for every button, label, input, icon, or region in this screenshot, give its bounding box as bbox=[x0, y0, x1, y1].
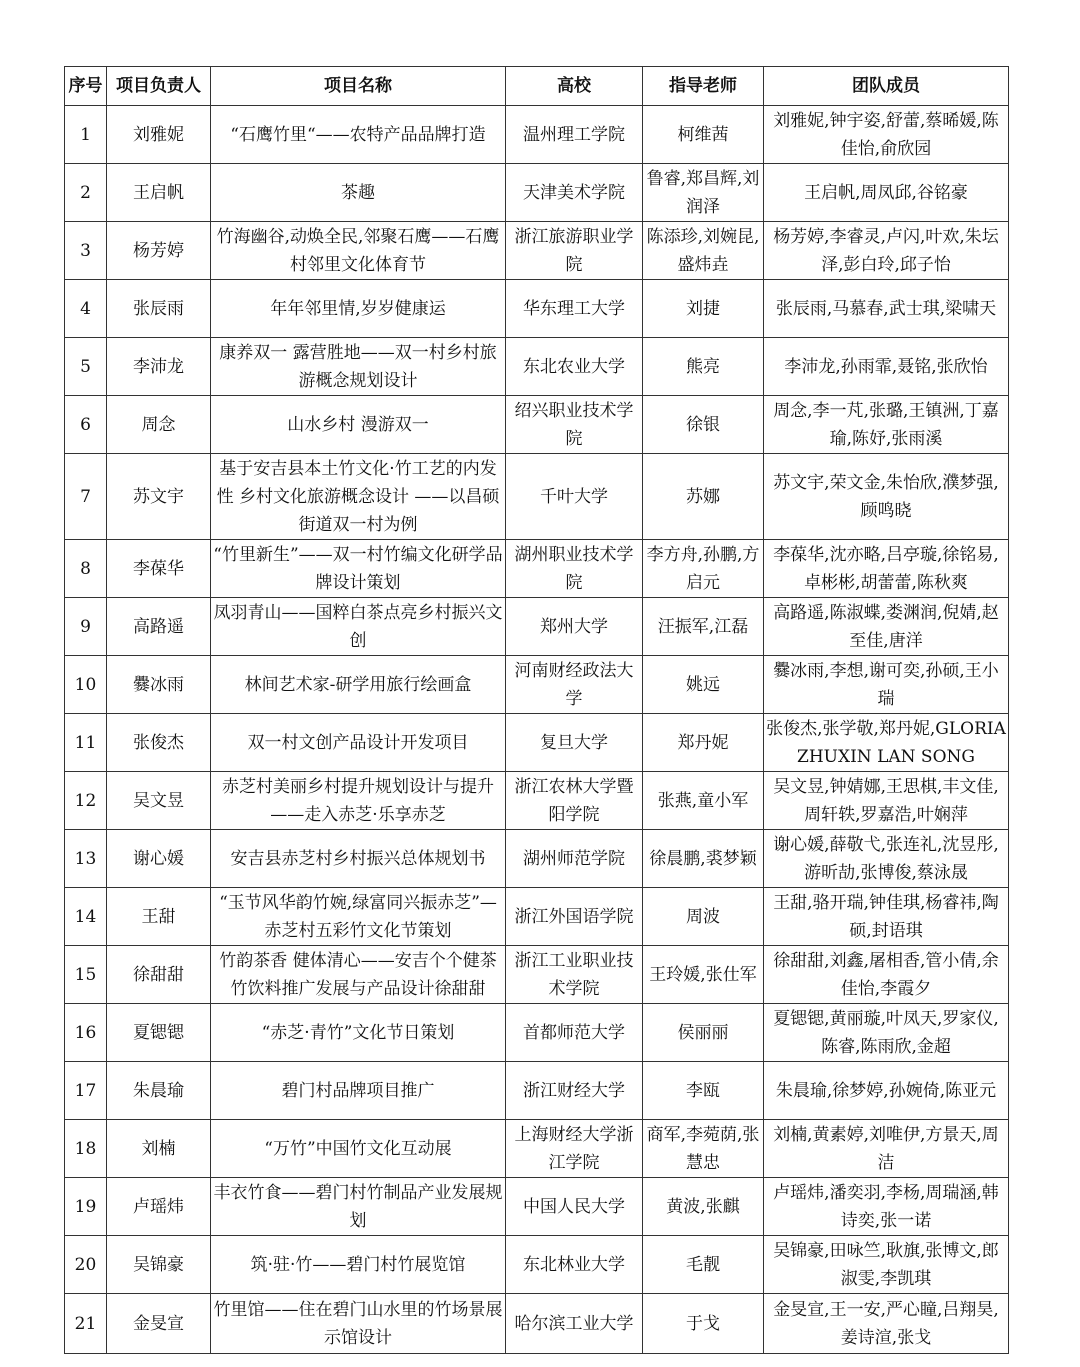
cell-members: 王启帆,周凤邱,谷铭豪 bbox=[764, 164, 1009, 222]
cell-no: 14 bbox=[65, 888, 107, 946]
cell-no: 16 bbox=[65, 1004, 107, 1062]
cell-no: 2 bbox=[65, 164, 107, 222]
cell-leader: 李葆华 bbox=[107, 540, 211, 598]
cell-advisor: 柯维茜 bbox=[643, 106, 764, 164]
cell-members: 苏文宇,荣文金,朱怡欣,濮梦强,顾鸣晓 bbox=[764, 454, 1009, 540]
header-project: 项目名称 bbox=[211, 67, 506, 106]
table-row bbox=[65, 946, 1009, 1004]
cell-project: 竹海幽谷,动焕全民,邻聚石鹰——石鹰村邻里文化体育节 bbox=[211, 222, 506, 280]
cell-no: 13 bbox=[65, 830, 107, 888]
cell-leader: 李沛龙 bbox=[107, 338, 211, 396]
table-row bbox=[65, 164, 1009, 222]
cell-no: 8 bbox=[65, 540, 107, 598]
cell-advisor: 张燕,童小军 bbox=[643, 772, 764, 830]
table-row bbox=[65, 598, 1009, 656]
cell-advisor: 徐晨鹏,裘梦颖 bbox=[643, 830, 764, 888]
cell-leader: 张俊杰 bbox=[107, 714, 211, 772]
cell-members: 金旻宣,王一安,严心瞳,吕翔昊,姜诗渲,张戈 bbox=[764, 1294, 1009, 1354]
cell-school: 中国人民大学 bbox=[506, 1178, 643, 1236]
cell-leader: 周念 bbox=[107, 396, 211, 454]
table-row bbox=[65, 106, 1009, 164]
cell-school: 湖州师范学院 bbox=[506, 830, 643, 888]
table-row bbox=[65, 1062, 1009, 1120]
table-row bbox=[65, 714, 1009, 772]
cell-members: 吴锦豪,田咏竺,耿旗,张博文,郎淑雯,李凯琪 bbox=[764, 1236, 1009, 1294]
cell-leader: 高路遥 bbox=[107, 598, 211, 656]
cell-project: 赤芝村美丽乡村提升规划设计与提升——走入赤芝·乐享赤芝 bbox=[211, 772, 506, 830]
cell-school: 绍兴职业技术学院 bbox=[506, 396, 643, 454]
cell-members: 高路遥,陈淑蝶,娄渊润,倪婧,赵至佳,唐洋 bbox=[764, 598, 1009, 656]
table-row bbox=[65, 1120, 1009, 1178]
cell-leader: 王启帆 bbox=[107, 164, 211, 222]
table-row bbox=[65, 830, 1009, 888]
cell-school: 千叶大学 bbox=[506, 454, 643, 540]
cell-no: 7 bbox=[65, 454, 107, 540]
table-row bbox=[65, 656, 1009, 714]
cell-advisor: 苏娜 bbox=[643, 454, 764, 540]
cell-advisor: 徐银 bbox=[643, 396, 764, 454]
cell-members: 卢瑶炜,潘奕羽,李杨,周瑞涵,韩诗奕,张一诺 bbox=[764, 1178, 1009, 1236]
cell-no: 20 bbox=[65, 1236, 107, 1294]
cell-no: 12 bbox=[65, 772, 107, 830]
cell-leader: 刘楠 bbox=[107, 1120, 211, 1178]
cell-leader: 张辰雨 bbox=[107, 280, 211, 338]
cell-leader: 苏文宇 bbox=[107, 454, 211, 540]
cell-advisor: 汪振军,江磊 bbox=[643, 598, 764, 656]
cell-project: “石鹰竹里“——农特产品品牌打造 bbox=[211, 106, 506, 164]
cell-advisor: 毛靓 bbox=[643, 1236, 764, 1294]
cell-advisor: 熊亮 bbox=[643, 338, 764, 396]
cell-leader: 王甜 bbox=[107, 888, 211, 946]
cell-members: 吴文昱,钟婧娜,王思棋,丰文佳,周轩轶,罗嘉浩,叶娴萍 bbox=[764, 772, 1009, 830]
cell-advisor: 侯丽丽 bbox=[643, 1004, 764, 1062]
cell-school: 天津美术学院 bbox=[506, 164, 643, 222]
cell-no: 19 bbox=[65, 1178, 107, 1236]
cell-members: 朱晨瑜,徐梦婷,孙婉倚,陈亚元 bbox=[764, 1062, 1009, 1120]
cell-leader: 吴文昱 bbox=[107, 772, 211, 830]
cell-school: 浙江外国语学院 bbox=[506, 888, 643, 946]
cell-school: 东北林业大学 bbox=[506, 1236, 643, 1294]
table-row bbox=[65, 222, 1009, 280]
table-row bbox=[65, 338, 1009, 396]
header-advisor: 指导老师 bbox=[643, 67, 764, 106]
cell-leader: 谢心媛 bbox=[107, 830, 211, 888]
cell-project: 丰衣竹食——碧门村竹制品产业发展规划 bbox=[211, 1178, 506, 1236]
cell-no: 17 bbox=[65, 1062, 107, 1120]
cell-project: 茶趣 bbox=[211, 164, 506, 222]
table-row bbox=[65, 1178, 1009, 1236]
cell-project: 康养双一 露营胜地——双一村乡村旅游概念规划设计 bbox=[211, 338, 506, 396]
table-row bbox=[65, 540, 1009, 598]
cell-school: 湖州职业技术学院 bbox=[506, 540, 643, 598]
cell-school: 浙江财经大学 bbox=[506, 1062, 643, 1120]
cell-school: 首都师范大学 bbox=[506, 1004, 643, 1062]
cell-advisor: 周波 bbox=[643, 888, 764, 946]
table-row bbox=[65, 454, 1009, 540]
cell-leader: 徐甜甜 bbox=[107, 946, 211, 1004]
cell-no: 4 bbox=[65, 280, 107, 338]
header-members: 团队成员 bbox=[764, 67, 1009, 106]
cell-project: “赤芝·青竹”文化节日策划 bbox=[211, 1004, 506, 1062]
table-header-row bbox=[65, 67, 1009, 106]
cell-members: 周念,李一芃,张璐,王镇洲,丁嘉瑜,陈妤,张雨溪 bbox=[764, 396, 1009, 454]
cell-school: 东北农业大学 bbox=[506, 338, 643, 396]
table-row bbox=[65, 772, 1009, 830]
project-table bbox=[64, 66, 1009, 1354]
cell-school: 河南财经政法大学 bbox=[506, 656, 643, 714]
table-row bbox=[65, 888, 1009, 946]
cell-project: “万竹”中国竹文化互动展 bbox=[211, 1120, 506, 1178]
cell-no: 1 bbox=[65, 106, 107, 164]
cell-project: 林间艺术家-研学用旅行绘画盒 bbox=[211, 656, 506, 714]
header-no: 序号 bbox=[65, 67, 107, 106]
table-row bbox=[65, 396, 1009, 454]
cell-no: 18 bbox=[65, 1120, 107, 1178]
cell-no: 3 bbox=[65, 222, 107, 280]
cell-leader: 朱晨瑜 bbox=[107, 1062, 211, 1120]
cell-project: 竹韵茶香 健体清心——安吉个个健茶竹饮料推广发展与产品设计徐甜甜 bbox=[211, 946, 506, 1004]
table-row bbox=[65, 280, 1009, 338]
cell-project: “竹里新生”——双一村竹编文化研学品牌设计策划 bbox=[211, 540, 506, 598]
cell-leader: 刘雅妮 bbox=[107, 106, 211, 164]
table-row bbox=[65, 1004, 1009, 1062]
cell-no: 6 bbox=[65, 396, 107, 454]
cell-advisor: 刘捷 bbox=[643, 280, 764, 338]
cell-school: 上海财经大学浙江学院 bbox=[506, 1120, 643, 1178]
cell-school: 复旦大学 bbox=[506, 714, 643, 772]
cell-project: 基于安吉县本土竹文化·竹工艺的内发性 乡村文化旅游概念设计 ——以昌硕街道双一村为例 bbox=[211, 454, 506, 540]
cell-leader: 夏锶锶 bbox=[107, 1004, 211, 1062]
cell-leader: 吴锦豪 bbox=[107, 1236, 211, 1294]
cell-school: 郑州大学 bbox=[506, 598, 643, 656]
cell-no: 9 bbox=[65, 598, 107, 656]
cell-project: 双一村文创产品设计开发项目 bbox=[211, 714, 506, 772]
cell-advisor: 黄波,张麒 bbox=[643, 1178, 764, 1236]
cell-leader: 卢瑶炜 bbox=[107, 1178, 211, 1236]
cell-project: 竹里馆——住在碧门山水里的竹场景展示馆设计 bbox=[211, 1294, 506, 1354]
table-row bbox=[65, 1236, 1009, 1294]
cell-no: 10 bbox=[65, 656, 107, 714]
table-row bbox=[65, 1294, 1009, 1354]
cell-project: 筑·驻·竹——碧门村竹展览馆 bbox=[211, 1236, 506, 1294]
cell-members: 李葆华,沈亦略,吕亭璇,徐铭易,卓彬彬,胡蕾蕾,陈秋爽 bbox=[764, 540, 1009, 598]
cell-advisor: 陈添珍,刘婉昆,盛炜垚 bbox=[643, 222, 764, 280]
cell-project: 碧门村品牌项目推广 bbox=[211, 1062, 506, 1120]
cell-no: 21 bbox=[65, 1294, 107, 1354]
cell-school: 浙江旅游职业学院 bbox=[506, 222, 643, 280]
cell-advisor: 李瓯 bbox=[643, 1062, 764, 1120]
cell-school: 哈尔滨工业大学 bbox=[506, 1294, 643, 1354]
cell-no: 5 bbox=[65, 338, 107, 396]
cell-advisor: 商军,李菀荫,张慧忠 bbox=[643, 1120, 764, 1178]
cell-members: 刘雅妮,钟宇姿,舒蕾,蔡晞媛,陈佳怡,俞欣园 bbox=[764, 106, 1009, 164]
cell-members: 爨冰雨,李想,谢可奕,孙硕,王小瑞 bbox=[764, 656, 1009, 714]
cell-advisor: 李方舟,孙鹏,方启元 bbox=[643, 540, 764, 598]
cell-members: 谢心媛,薛敬弋,张连礼,沈昱彤,游昕劼,张博俊,蔡泳晟 bbox=[764, 830, 1009, 888]
cell-project: “玉节风华韵竹婉,绿富同兴振赤芝”—赤芝村五彩竹文化节策划 bbox=[211, 888, 506, 946]
cell-school: 华东理工大学 bbox=[506, 280, 643, 338]
cell-members: 张辰雨,马慕春,武士琪,梁啸天 bbox=[764, 280, 1009, 338]
cell-advisor: 姚远 bbox=[643, 656, 764, 714]
cell-advisor: 王玲媛,张仕军 bbox=[643, 946, 764, 1004]
cell-school: 温州理工学院 bbox=[506, 106, 643, 164]
cell-members: 刘楠,黄素婷,刘唯伊,方景天,周洁 bbox=[764, 1120, 1009, 1178]
cell-school: 浙江农林大学暨阳学院 bbox=[506, 772, 643, 830]
cell-members: 夏锶锶,黄丽璇,叶凤天,罗家仪,陈睿,陈雨欣,金超 bbox=[764, 1004, 1009, 1062]
cell-project: 凤羽青山——国粹白茶点亮乡村振兴文创 bbox=[211, 598, 506, 656]
cell-advisor: 于戈 bbox=[643, 1294, 764, 1354]
cell-project: 年年邻里情,岁岁健康运 bbox=[211, 280, 506, 338]
cell-no: 11 bbox=[65, 714, 107, 772]
cell-leader: 杨芳婷 bbox=[107, 222, 211, 280]
cell-members: 王甜,骆开瑞,钟佳琪,杨睿祎,陶硕,封语琪 bbox=[764, 888, 1009, 946]
cell-advisor: 郑丹妮 bbox=[643, 714, 764, 772]
cell-project: 安吉县赤芝村乡村振兴总体规划书 bbox=[211, 830, 506, 888]
cell-no: 15 bbox=[65, 946, 107, 1004]
cell-members: 张俊杰,张学敬,郑丹妮,GLORIA ZHUXIN LAN SONG bbox=[764, 714, 1009, 772]
cell-leader: 金旻宣 bbox=[107, 1294, 211, 1354]
cell-school: 浙江工业职业技术学院 bbox=[506, 946, 643, 1004]
cell-leader: 爨冰雨 bbox=[107, 656, 211, 714]
header-leader: 项目负责人 bbox=[107, 67, 211, 106]
cell-advisor: 鲁睿,郑昌辉,刘润泽 bbox=[643, 164, 764, 222]
cell-members: 徐甜甜,刘鑫,屠相香,管小倩,余佳怡,李霞夕 bbox=[764, 946, 1009, 1004]
cell-members: 杨芳婷,李睿灵,卢闪,叶欢,朱坛泽,彭白玲,邱子怡 bbox=[764, 222, 1009, 280]
cell-project: 山水乡村 漫游双一 bbox=[211, 396, 506, 454]
cell-members: 李沛龙,孙雨霏,聂铭,张欣怡 bbox=[764, 338, 1009, 396]
header-school: 高校 bbox=[506, 67, 643, 106]
